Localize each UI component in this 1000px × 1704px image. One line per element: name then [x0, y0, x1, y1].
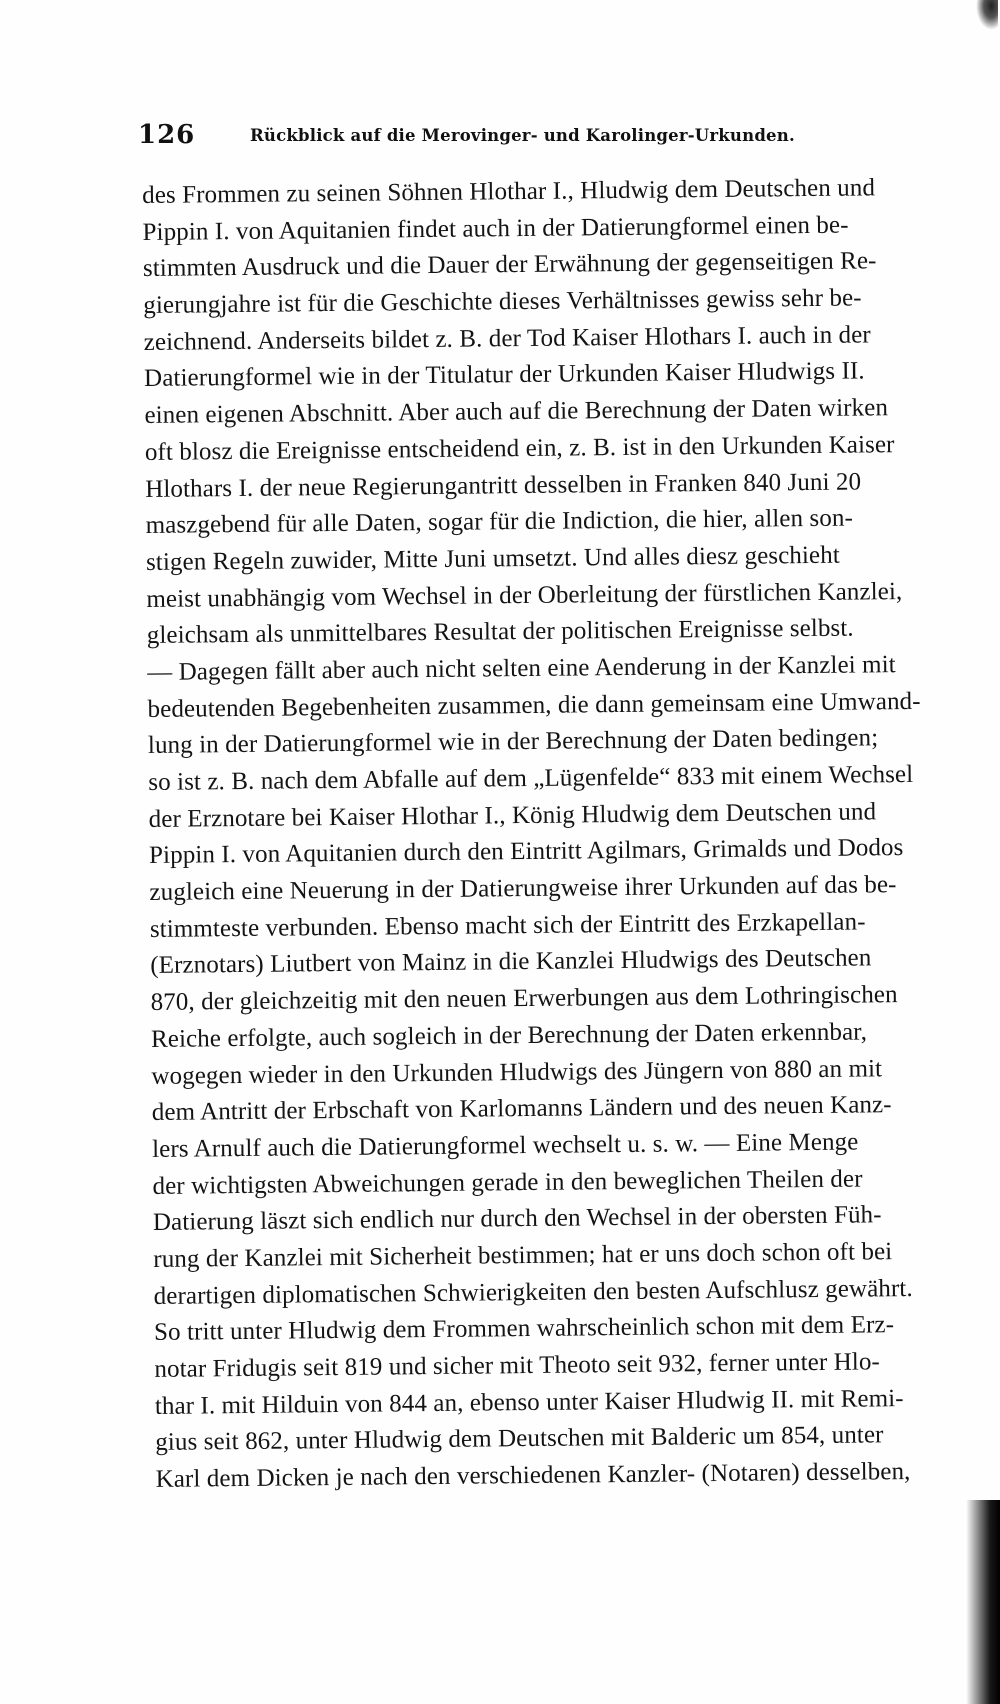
text-line: (Erznotars) Liutbert von Mainz in die Kanzlei Hludwigs des Deutschen: [150, 944, 872, 980]
text-line: Pippin I. von Aquitanien durch den Eintritt Agilmars, Grimalds und Dodos: [148, 834, 904, 870]
text-line: thar I. mit Hilduin von 844 an, ebenso unter Kaiser Hludwig II. mit Remi-: [154, 1384, 904, 1420]
text-line: der Erznotare bei Kaiser Hlothar I., König Hludwig dem Deutschen und: [148, 798, 877, 833]
text-line: lers Arnulf auch die Datierungformel wechselt u. s. w. — Eine Menge: [152, 1128, 859, 1163]
text-line: lung in der Datierungformel wie in der Berechnung der Daten bedingen;: [147, 724, 879, 760]
text-line: zeichnend. Anderseits bildet z. B. der Tod Kaiser Hlothars I. auch in der: [143, 321, 871, 356]
text-line: Reiche erfolgte, auch sogleich in der Berechnung der Daten erkennbar,: [150, 1018, 868, 1053]
text-line: 870, der gleichzeitig mit den neuen Erwerbungen aus dem Lothringischen: [150, 981, 898, 1017]
text-line: gleichsam als unmittelbares Resultat der politischen Ereignisse selbst.: [146, 614, 854, 650]
text-line: Hlothars I. der neue Regierungantritt desselben in Franken 840 Juni 20: [145, 467, 862, 503]
text-line: bedeutenden Begebenheiten zusammen, die dann gemeinsam eine Umwand-: [147, 687, 921, 723]
text-line: gierungjahre ist für die Geschichte dieses Verhältnisses gewiss sehr be-: [143, 284, 862, 320]
text-line: derartigen diplomatischen Schwierigkeiten den besten Aufschlusz gewährt.: [153, 1274, 913, 1310]
text-line: gius seit 862, unter Hludwig dem Deutschen mit Balderic um 854, unter: [155, 1421, 884, 1457]
page-header: [138, 120, 898, 160]
page-number: 126: [138, 120, 196, 150]
text-line: stigen Regeln zuwider, Mitte Juni umsetzt. Und alles diesz geschieht: [145, 541, 840, 576]
text-line: Karl dem Dicken je nach den verschiedenen Kanzler- (Notaren) desselben,: [155, 1458, 911, 1493]
text-line: zugleich eine Neuerung in der Datierungweise ihrer Urkunden auf das be-: [149, 871, 897, 907]
text-line: — Dagegen fällt aber auch nicht selten eine Aenderung in der Kanzlei mit: [147, 651, 896, 686]
text-line: einen eigenen Abschnitt. Aber auch auf die Berechnung der Daten wirken: [144, 394, 889, 430]
text-line: rung der Kanzlei mit Sicherheit bestimmen; hat er uns doch schon oft bei: [153, 1238, 893, 1273]
page-edge-shadow: [966, 1500, 1000, 1704]
text-line: des Frommen zu seinen Söhnen Hlothar I., Hludwig dem Deutschen und: [142, 174, 876, 209]
text-line: oft blosz die Ereignisse entscheidend ein, z. B. ist in den Urkunden Kaiser: [144, 430, 895, 466]
text-line: notar Fridugis seit 819 und sicher mit Theoto seit 932, ferner unter Hlo-: [154, 1348, 881, 1383]
text-line: so ist z. B. nach dem Abfalle auf dem „Lügenfelde“ 833 mit einem Wechsel: [148, 760, 914, 796]
text-line: maszgebend für alle Daten, sogar für die Indiction, die hier, allen son-: [145, 504, 854, 540]
text-line: der wichtigsten Abweichungen gerade in den beweglichen Theilen der: [152, 1165, 863, 1200]
text-line: Datierungformel wie in der Titulatur der Urkunden Kaiser Hludwigs II.: [143, 357, 865, 393]
page-corner-stain: [976, 0, 998, 30]
text-line: dem Antritt der Erbschaft von Karlomanns Ländern und des neuen Kanz-: [151, 1091, 892, 1127]
text-line: wogegen wieder in den Urkunden Hludwigs des Jüngern von 880 an mit: [151, 1054, 883, 1090]
text-line: Datierung läszt sich endlich nur durch den Wechsel in der obersten Füh-: [152, 1201, 882, 1237]
text-line: Pippin I. von Aquitanien findet auch in der Datierungformel einen be-: [142, 211, 849, 246]
text-line: meist unabhängig vom Wechsel in der Oberleitung der fürstlichen Kanzlei,: [146, 577, 903, 613]
running-head: Rückblick auf die Merovinger- und Karolinger-Urkunden.: [250, 126, 795, 145]
text-line: So tritt unter Hludwig dem Frommen wahrscheinlich schon mit dem Erz-: [153, 1311, 895, 1347]
body-text: [142, 169, 986, 1498]
text-line: stimmten Ausdruck und die Dauer der Erwähnung der gegenseitigen Re-: [142, 247, 877, 283]
text-line: stimmteste verbunden. Ebenso macht sich der Eintritt des Erzkapellan-: [149, 908, 866, 943]
